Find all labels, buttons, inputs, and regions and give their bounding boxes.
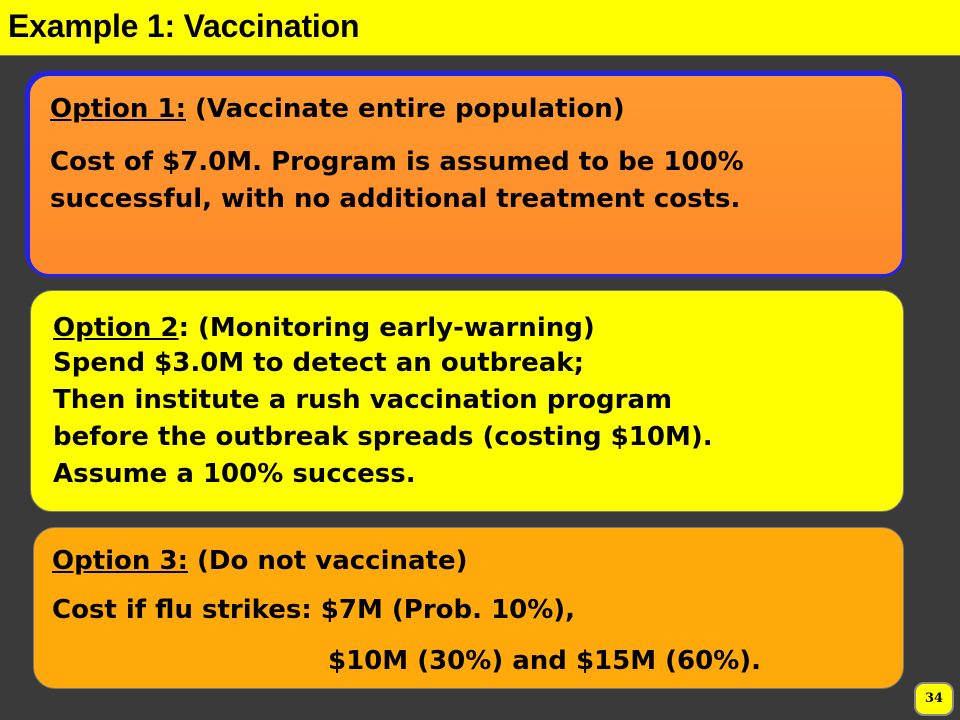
option-2-heading-text: : (Monitoring early-warning) (178, 313, 595, 343)
option-1-box (27, 73, 905, 277)
option-3-heading (52, 544, 903, 578)
option-3-box (33, 527, 904, 689)
option-2-line-1: Spend $3.0M to detect an outbreak; (53, 348, 584, 378)
option-1-heading-text: (Vaccinate entire population) (185, 94, 625, 124)
option-3-line-2: $10M (30%) and $15M (60%). (328, 646, 762, 676)
slide-title: Example 1: Vaccination (8, 8, 360, 44)
option-2-line-4: Assume a 100% success. (53, 459, 416, 489)
option-1-label: Option 1: (50, 94, 186, 124)
option-1-body: Cost of $7.0M. Program is assumed to be 100% successful, with no additional treatment costs. (50, 147, 744, 214)
option-2-heading (53, 311, 903, 345)
option-2-box (30, 290, 904, 512)
option-3-label: Option 3: (52, 546, 188, 576)
page-number-badge: 34 (914, 682, 954, 716)
option-2-label: Option 2 (53, 313, 179, 343)
option-3-line-1: Cost if flu strikes: $7M (Prob. 10%), (52, 595, 576, 625)
option-3-heading-text: (Do not vaccinate) (187, 546, 468, 576)
option-1-heading (50, 92, 902, 126)
title-bar (0, 0, 960, 56)
option-2-line-3: before the outbreak spreads (costing $10M). (53, 422, 713, 452)
option-2-line-2: Then institute a rush vaccination program (53, 385, 673, 415)
